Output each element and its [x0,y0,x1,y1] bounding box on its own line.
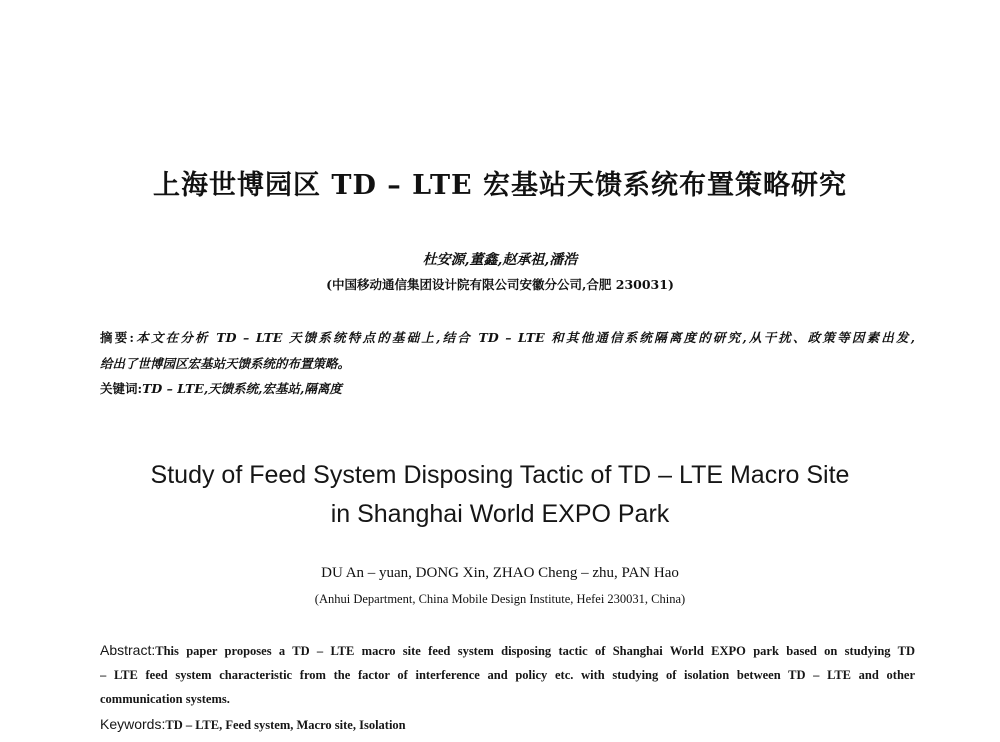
english-abstract-label: Abstract: [100,642,156,658]
english-abstract-line-2: – LTE feed system characteristic from the factor of interference and policy etc. with studying of isolation between TD – LTE and other [100,668,915,682]
english-abstract-line-1 [100,642,915,658]
english-abstract-text: This paper proposes a TD – LTE macro site feed system disposing tactic of Shanghai World EXPO park based on studying TD [155,644,915,658]
english-abstract-line-3: communication systems. [100,692,230,706]
chinese-keywords-label: 关键词: [100,382,143,396]
chinese-affiliation: (中国移动通信集团设计院有限公司安徽分公司,合肥 230031) [326,277,674,292]
english-keywords-label: Keywords: [100,716,166,732]
chinese-keywords [100,382,915,396]
chinese-abstract-line-2: 给出了世博园区宏基站天馈系统的布置策略。 [100,357,351,371]
english-title-line-2: in Shanghai World EXPO Park [330,500,670,528]
chinese-authors: 杜安源,董鑫,赵承祖,潘浩 [422,252,578,268]
english-keywords [100,716,915,732]
chinese-abstract-line-1 [100,331,915,345]
english-keywords-text: TD – LTE, Feed system, Macro site, Isolation [165,718,406,732]
english-title-line-1: Study of Feed System Disposing Tactic of TD – LTE Macro Site [150,461,850,489]
chinese-abstract-text: 本文在分析 TD – LTE 天馈系统特点的基础上,结合 TD – LTE 和其他通信系统隔离度的研究,从干扰、政策等因素出发, [134,331,915,345]
chinese-title: 上海世博园区 TD – LTE 宏基站天馈系统布置策略研究 [152,170,848,201]
chinese-abstract-label: 摘要: [100,331,135,345]
english-authors: DU An – yuan, DONG Xin, ZHAO Cheng – zhu, PAN Hao [321,565,679,581]
chinese-keywords-text: TD – LTE,天馈系统,宏基站,隔离度 [142,382,342,396]
english-affiliation: (Anhui Department, China Mobile Design Institute, Hefei 230031, China) [314,592,686,606]
